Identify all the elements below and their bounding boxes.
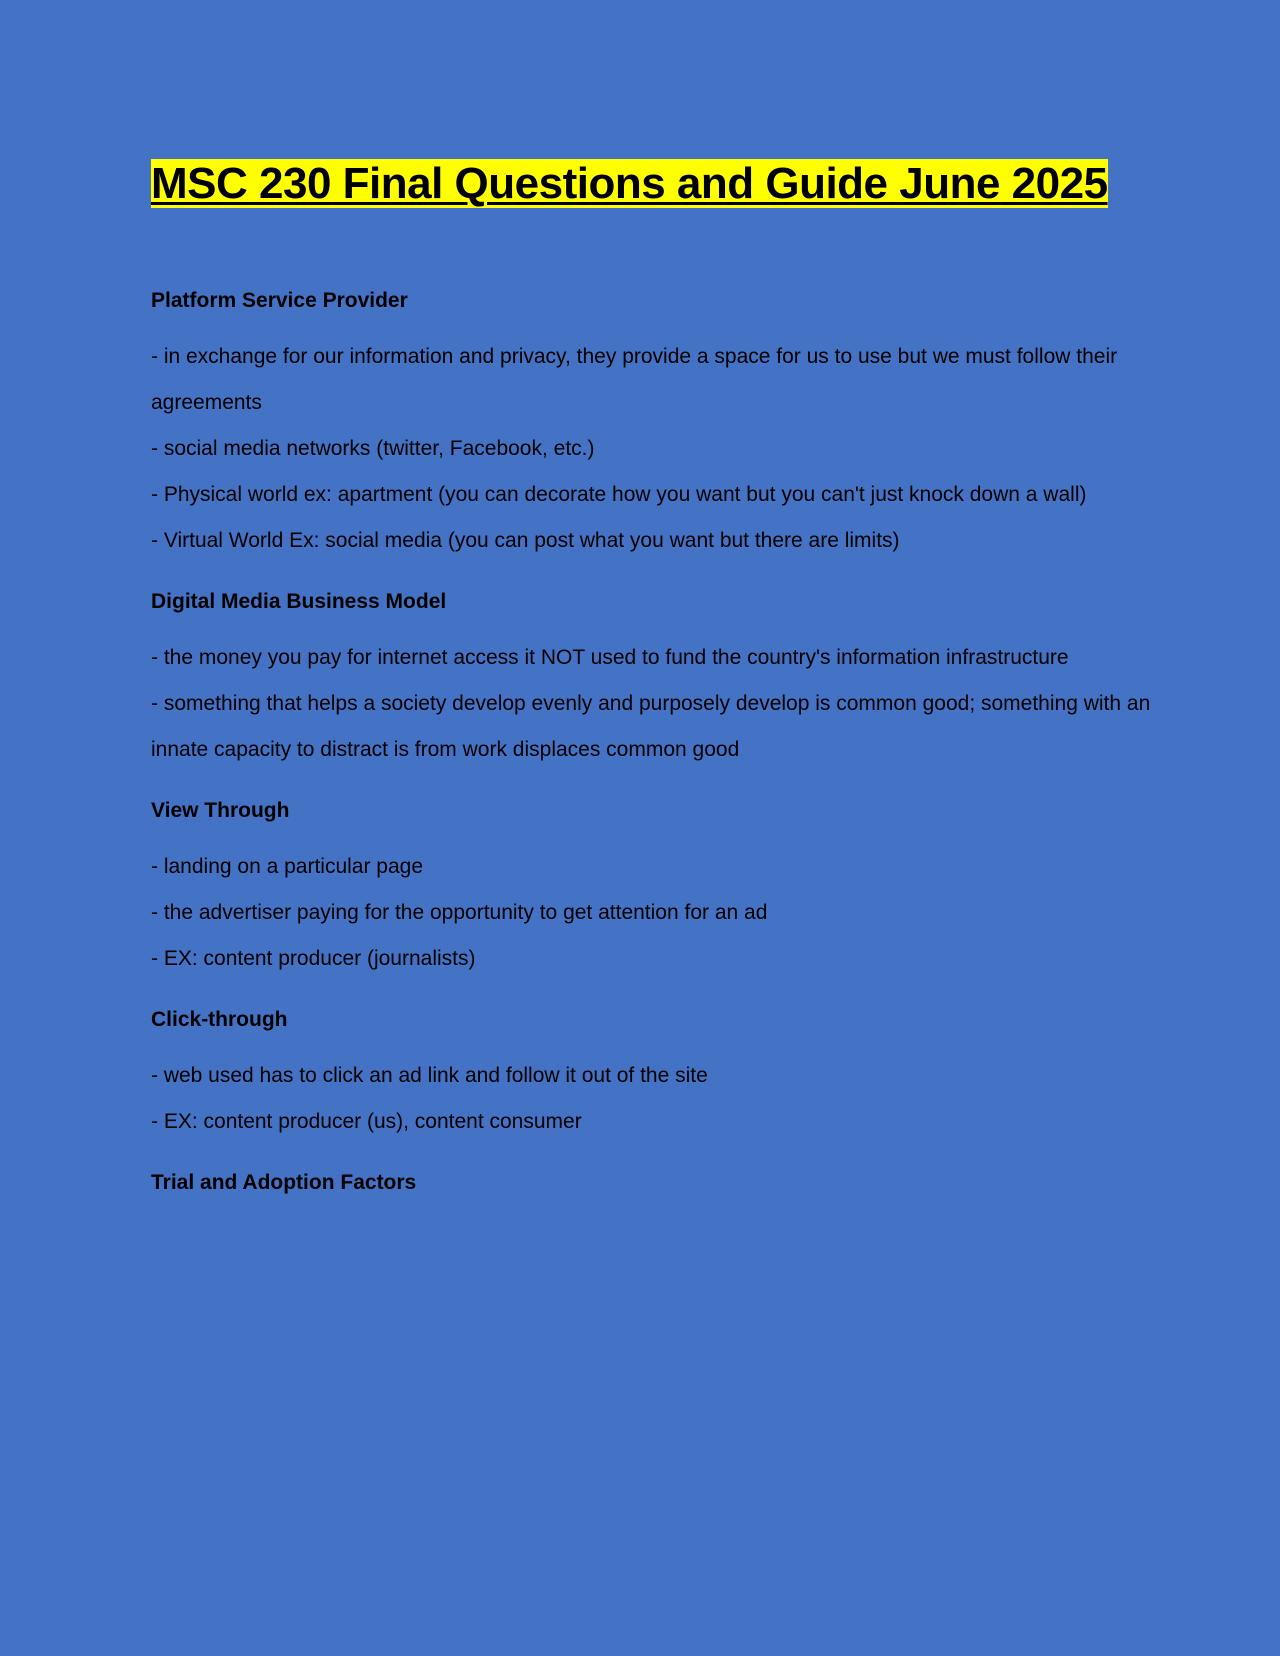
section-lines — [151, 1053, 1151, 1145]
section-lines — [151, 334, 1151, 564]
section-line: - the advertiser paying for the opportunity to get attention for an ad — [151, 901, 768, 924]
section-line: - the money you pay for internet access it NOT used to fund the country's information infrastructure — [151, 646, 1069, 669]
section-heading: Trial and Adoption Factors — [151, 1171, 417, 1194]
sections — [151, 287, 1151, 1197]
section-line: - landing on a particular page — [151, 855, 424, 878]
section-line: - Virtual World Ex: social media (you can post what you want but there are limits) — [151, 529, 900, 552]
section-line: - Physical world ex: apartment (you can decorate how you want but you can't just knock down a wall) — [151, 483, 1087, 506]
section-lines — [151, 635, 1151, 773]
document-title — [151, 150, 1151, 217]
document-title-text: MSC 230 Final Questions and Guide June 2025 — [151, 159, 1108, 208]
section-click-through — [151, 1006, 1151, 1145]
section-trial-and-adoption-factors — [151, 1169, 1151, 1197]
section-line: - in exchange for our information and privacy, they provide a space for us to use but we must follow their agreements — [151, 345, 1118, 414]
document-content — [151, 150, 1151, 1216]
section-heading: View Through — [151, 799, 290, 822]
section-line: - web used has to click an ad link and follow it out of the site — [151, 1064, 708, 1087]
section-heading: Platform Service Provider — [151, 289, 408, 312]
section-digital-media-business-model — [151, 588, 1151, 773]
section-lines — [151, 844, 1151, 982]
section-line: - social media networks (twitter, Facebook, etc.) — [151, 437, 595, 460]
section-line: - EX: content producer (journalists) — [151, 947, 476, 970]
section-platform-service-provider — [151, 287, 1151, 564]
section-line: - EX: content producer (us), content consumer — [151, 1110, 582, 1133]
section-line: - something that helps a society develop evenly and purposely develop is common good; something with an innate capacity to distract is from work displaces common good — [151, 692, 1151, 761]
section-view-through — [151, 797, 1151, 982]
section-heading: Click-through — [151, 1008, 288, 1031]
section-heading: Digital Media Business Model — [151, 590, 447, 613]
